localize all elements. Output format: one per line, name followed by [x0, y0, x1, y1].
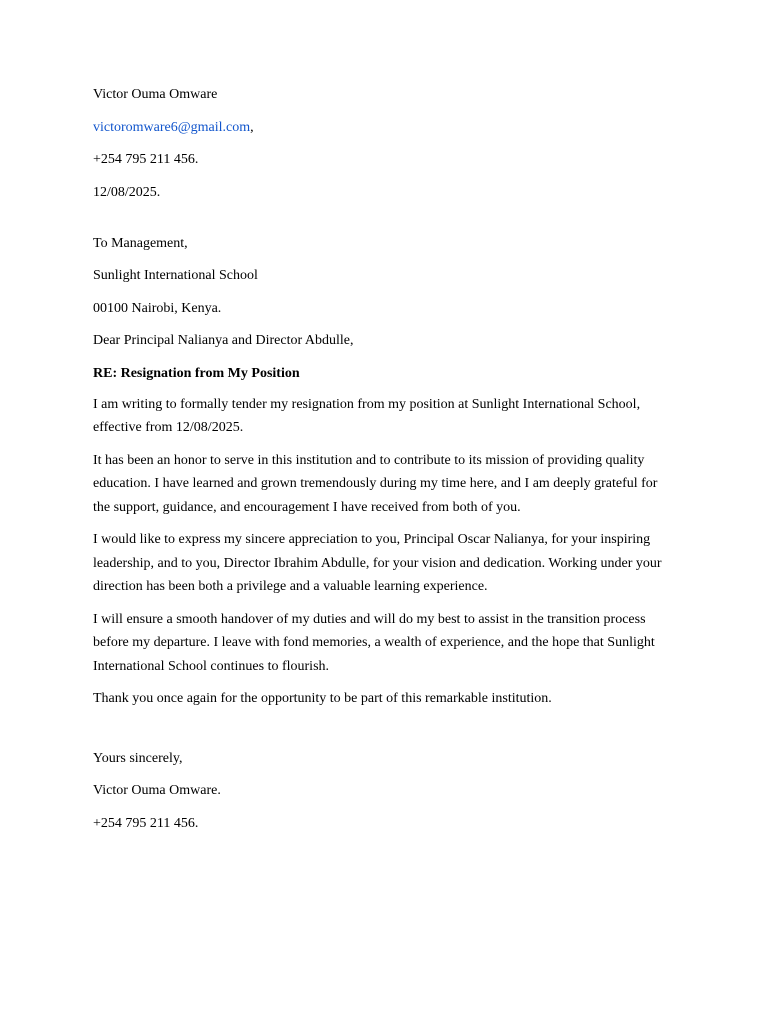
spacer [93, 720, 678, 750]
body-paragraph-2: It has been an honor to serve in this institution and to contribute to its mission of providing quality education. I have learned and grown tremendously during my time here, and I am deeply grateful for the support, guidance, and encouragement I have received from both of you. [93, 452, 658, 515]
body-paragraph-1: I am writing to formally tender my resignation from my position at Sunlight International School, effective from 12/08/2025. [93, 396, 641, 435]
body-paragraph-4: I will ensure a smooth handover of my duties and will do my best to assist in the transition process before my departure. I leave with fond memories, a wealth of experience, and the hope that Sunlight International School continues to flourish. [93, 611, 655, 674]
recipient-line-1: To Management, [93, 235, 188, 251]
recipient-line-3: 00100 Nairobi, Kenya. [93, 300, 222, 316]
closing-valediction: Yours sincerely, [93, 750, 183, 766]
sender-email-line [93, 119, 678, 137]
body-paragraph-3: I would like to express my sincere appreciation to you, Principal Oscar Nalianya, for your inspiring leadership, and to you, Director Ibrahim Abdulle, for your vision and dedication. Working under your direction has been both a privilege and a valuable learning experience. [93, 532, 662, 594]
body-paragraph-5: Thank you once again for the opportunity to be part of this remarkable institution. [93, 691, 552, 706]
sender-email-link[interactable]: victoromware6@gmail.com [93, 119, 251, 135]
letter-page [93, 86, 678, 833]
closing-signature-name: Victor Ouma Omware. [93, 783, 221, 798]
sender-email-suffix: , [250, 119, 254, 135]
sender-name: Victor Ouma Omware [93, 87, 218, 102]
salutation: Dear Principal Nalianya and Director Abdulle, [93, 333, 354, 348]
subject-line: RE: Resignation from My Position [93, 365, 300, 381]
recipient-line-2: Sunlight International School [93, 268, 258, 283]
spacer [93, 202, 678, 235]
closing-phone: +254 795 211 456. [93, 815, 199, 831]
sender-phone: +254 795 211 456. [93, 152, 199, 167]
letter-date: 12/08/2025. [93, 184, 161, 200]
